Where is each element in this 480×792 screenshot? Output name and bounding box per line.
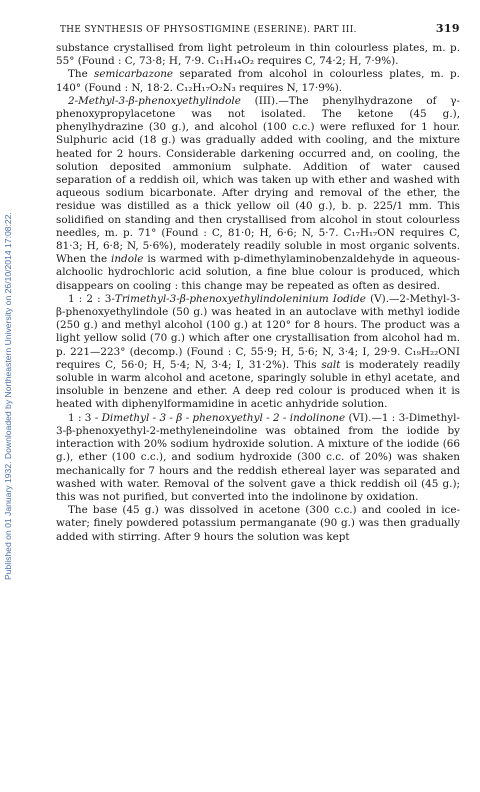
compound-name: 2-Methyl-3-β-phenoxyethylindole bbox=[68, 94, 241, 107]
article-body bbox=[56, 42, 460, 544]
compound-name: Trimethyl-3-β-phenoxyethylindoleninium Iodide bbox=[114, 292, 366, 305]
paragraph-text-cont: is warmed with p-dimethylaminobenzaldehyde in aqueous-alchoolic hydrochloric acid solution, a fine blue colour is produced, which disappears on cooling : this change may be repeated as often as desired. bbox=[56, 253, 460, 292]
paragraph-pre: 1 : 2 : 3- bbox=[68, 292, 115, 305]
paragraph-1 bbox=[56, 42, 460, 68]
compound-name: semicarbazone bbox=[94, 68, 174, 81]
paragraph-2 bbox=[56, 68, 460, 94]
paragraph-text-cont: is moderately readily soluble in warm alcohol and acetone, sparingly soluble in ethyl acetate, and insoluble in benzene and ether. A deep red colour is produced when it is heated with diphenylformamidine in acetic anhydride solution. bbox=[56, 358, 460, 411]
paragraph-pre: The bbox=[68, 68, 95, 81]
running-header bbox=[56, 22, 460, 35]
paragraph-text: (VI).—1 : 3-Dimethyl-3-β-phenoxyethyl-2-methyleneindoline was obtained from the iodide by interaction with 20% sodium hydroxide solution. A mixture of the iodide (66 g.), ether (100 c.c.), and sodium hydroxide (300 c.c. of 20%) was shaken mechanically for 7 hours and the reddish ethereal layer was separated and washed with water. Removal of the solvent gave a thick reddish oil (45 g.); this was not purified, but converted into the indolinone by oxidation. bbox=[56, 411, 460, 503]
paragraph-text: separated from alcohol in colourless plates, m. p. 140° (Found : N, 18·2. C₁₂H₁₇O₂N₃ requires N, 17·9%). bbox=[56, 68, 460, 94]
running-title: THE SYNTHESIS OF PHYSOSTIGMINE (ESERINE). PART III. bbox=[60, 25, 357, 35]
paragraph-3 bbox=[56, 95, 460, 293]
paragraph-text: substance crystallised from light petroleum in thin colourless plates, m. p. 55° (Found : C, 73·8; H, 7·9. C₁₁H₁₄O₂ requires C, 74·2; H, 7·9%). bbox=[56, 42, 460, 68]
compound-term: indole bbox=[111, 253, 144, 266]
compound-term: salt bbox=[321, 358, 341, 371]
paragraph-6 bbox=[56, 504, 460, 544]
page-number: 319 bbox=[435, 22, 460, 35]
paragraph-text: (III).—The phenylhydrazone of γ-phenoxypropylacetone was not isolated. The ketone (45 g.), phenylhydrazine (30 g.), and alcohol (100 c.c.) were refluxed for 1 hour. Sulphuric acid (18 g.) was gradually added with cooling, and the mixture heated for 2 hours. Considerable darkening occurred and, on cooling, the solution deposited ammonium sulphate. Addition of water caused separation of a reddish oil, which was taken up with ether and washed with aqueous sodium bicarbonate. After drying and removal of the ether, the residue was distilled as a thick yellow oil (40 g.), b. p. 225/1 mm. This solidified on standing and then crystallised from alcohol in stout colourless needles, m. p. 71° (Found : C, 81·0; H, 6·6; N, 5·7. C₁₇H₁₇ON requires C, 81·3; H, 6·8; N, 5·6%), moderately readily soluble in most organic solvents. When the bbox=[56, 94, 460, 266]
paragraph-text: The base (45 g.) was dissolved in acetone (300 c.c.) and cooled in ice-water; finely powdered potassium permanganate (90 g.) was then gradually added with stirring. After 9 hours the solution was kept bbox=[56, 504, 460, 543]
paragraph-pre: 1 : 3 - bbox=[68, 411, 102, 424]
paragraph-4 bbox=[56, 293, 460, 412]
journal-page bbox=[56, 22, 460, 544]
paragraph-text: (V).—2-Methyl-3-β-phenoxyethylindole (50 g.) was heated in an autoclave with methyl iodide (250 g.) and methyl alcohol (100 g.) at 120° for 8 hours. The product was a light yellow solid (70 g.) which after one crystallisation from alcohol had m. p. 221—223° (decomp.) (Found : C, 55·9; H, 5·6; N, 3·4; I, 29·9. C₁₉H₂₂ONI requires C, 56·0; H, 5·4; N, 3·4; I, 31·2%). This bbox=[56, 292, 460, 371]
compound-name: Dimethyl - 3 - β - phenoxyethyl - 2 - indolinone bbox=[101, 411, 346, 424]
paragraph-5 bbox=[56, 412, 460, 504]
download-watermark: Published on 01 January 1932. Downloaded by Northeastern University on 26/10/2014 17:08:22. bbox=[3, 212, 13, 580]
